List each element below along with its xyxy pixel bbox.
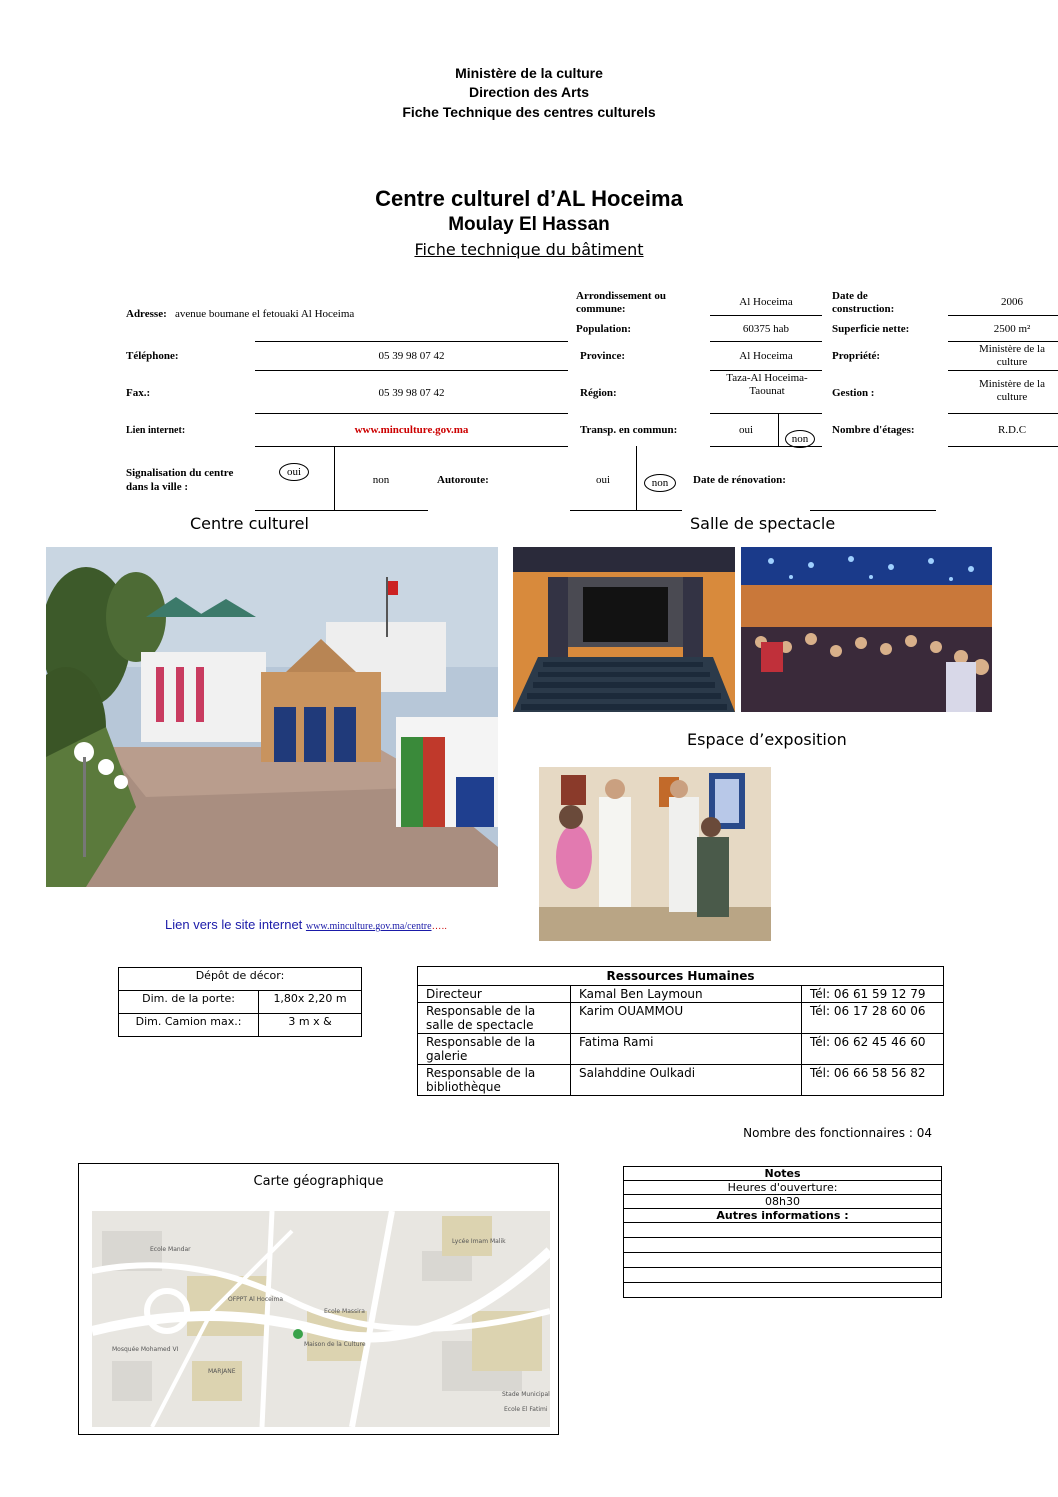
exposition-photo (539, 767, 771, 941)
province-label: Province: (580, 350, 626, 362)
transp-oui: oui (738, 424, 754, 436)
ressources-humaines-table (417, 966, 944, 1096)
arrondissement-label: Arrondissement ou commune: (576, 290, 666, 315)
transp-label: Transp. en commun: (580, 424, 678, 436)
map-label: Mosquée Mohamed VI (112, 1346, 179, 1353)
heures-label: Heures d'ouverture: (624, 1181, 942, 1195)
notes-blank-row (624, 1283, 942, 1298)
rh-name: Kamal Ben Laymoun (571, 986, 802, 1003)
depot-row-label: Dim. Camion max.: (119, 1014, 259, 1037)
lien-value[interactable]: www.minculture.gov.ma (354, 424, 469, 436)
website-link-suffix: ….. (431, 921, 448, 932)
depot-title: Dépôt de décor: (119, 968, 362, 991)
map-label: Stade Municipal (502, 1391, 550, 1398)
map-image[interactable] (92, 1211, 550, 1427)
rh-tel: Tél: 06 66 58 56 82 (802, 1065, 944, 1096)
page-title: Centre culturel d’AL Hoceima (375, 186, 683, 211)
fax-label: Fax.: (126, 387, 151, 399)
notes-blank-row (624, 1223, 942, 1238)
website-link-label: Lien vers le site internet (165, 917, 303, 932)
population-value: 60375 hab (742, 323, 790, 335)
centre-building-photo (46, 547, 498, 887)
map-label: Ecole Mandar (150, 1246, 191, 1253)
notes-blank-row (624, 1253, 942, 1268)
rh-tel: Tél: 06 62 45 46 60 (802, 1034, 944, 1065)
map-label: Maison de la Culture (304, 1341, 366, 1348)
rh-name: Fatima Rami (571, 1034, 802, 1065)
fonctionnaires-count: Nombre des fonctionnaires : 04 (743, 1126, 932, 1140)
population-label: Population: (576, 323, 632, 335)
map-label: Lycée Imam Malik (452, 1238, 506, 1245)
depot-row-value: 3 m x & (259, 1014, 362, 1037)
map-label: Ecole Massira (324, 1308, 365, 1315)
depot-row (119, 1014, 362, 1037)
fax-value: 05 39 98 07 42 (378, 387, 445, 399)
rh-role: Responsable de la galerie (418, 1034, 571, 1065)
date-construction-label: Date de construction: (832, 290, 895, 315)
depot-row-value: 1,80x 2,20 m (259, 991, 362, 1014)
rh-row (418, 1065, 944, 1096)
arrondissement-value: Al Hoceima (739, 296, 793, 308)
region-value: Taza-Al Hoceima-Taounat (726, 372, 808, 397)
map-title: Carte géographique (253, 1174, 384, 1189)
map-label: Ecole El Fatimi (504, 1406, 548, 1413)
rh-role: Responsable de la bibliothèque (418, 1065, 571, 1096)
date-construction-value: 2006 (1001, 296, 1023, 308)
telephone-label: Téléphone: (126, 350, 179, 362)
autoroute-non: non (644, 474, 676, 492)
province-value: Al Hoceima (739, 350, 793, 362)
rh-name: Salahddine Oulkadi (571, 1065, 802, 1096)
section-heading: Fiche technique du bâtiment (414, 240, 644, 259)
depot-row-label: Dim. de la porte: (119, 991, 259, 1014)
autoroute-oui: oui (595, 474, 611, 486)
salle-photo-audience (741, 547, 992, 712)
signal-oui: oui (279, 463, 309, 481)
autoroute-label: Autoroute: (437, 474, 489, 486)
rh-row (418, 986, 944, 1003)
signal-label: Signalisation du centre dans la ville : (126, 467, 234, 493)
telephone-value: 05 39 98 07 42 (378, 350, 445, 362)
adresse-label: Adresse: (126, 308, 167, 320)
website-link-line (165, 917, 447, 932)
rh-tel: Tél: 06 61 59 12 79 (802, 986, 944, 1003)
heures-value: 08h30 (624, 1195, 942, 1209)
notes-blank-row (624, 1238, 942, 1253)
map-label: OFPPT Al Hoceima (228, 1296, 284, 1303)
etages-value: R.D.C (997, 424, 1027, 436)
lien-label: Lien internet: (126, 425, 186, 436)
salle-photo-stage (513, 547, 735, 712)
notes-title: Notes (624, 1167, 942, 1181)
renovation-label: Date de rénovation: (693, 474, 786, 486)
superficie-label: Superficie nette: (832, 323, 910, 335)
doc-type-line: Fiche Technique des centres culturels (402, 104, 656, 120)
superficie-value: 2500 m² (993, 323, 1031, 335)
gestion-label: Gestion : (832, 387, 875, 399)
website-link-url[interactable]: www.minculture.gov.ma/centre (305, 921, 432, 932)
rh-name: Karim OUAMMOU (571, 1003, 802, 1034)
etages-label: Nombre d'étages: (832, 424, 915, 436)
autres-label: Autres informations : (624, 1209, 942, 1223)
map-box (78, 1163, 559, 1435)
rh-role: Directeur (418, 986, 571, 1003)
transp-non: non (785, 430, 815, 448)
direction-line: Direction des Arts (468, 84, 590, 100)
depot-decor-table (118, 967, 362, 1037)
salle-spectacle-heading: Salle de spectacle (690, 514, 836, 533)
adresse-value: avenue boumane el fetouaki Al Hoceima (175, 308, 355, 320)
rh-title: Ressources Humaines (418, 967, 944, 986)
gestion-value: Ministère de la culture (979, 378, 1045, 403)
ministry-line: Ministère de la culture (455, 65, 603, 81)
region-label: Région: (580, 387, 617, 399)
espace-exposition-heading: Espace d’exposition (687, 730, 847, 749)
map-label: MARJANE (208, 1368, 236, 1375)
notes-blank-row (624, 1268, 942, 1283)
signal-non: non (372, 474, 390, 486)
page-subtitle: Moulay El Hassan (448, 214, 610, 235)
rh-row (418, 1003, 944, 1034)
rh-row (418, 1034, 944, 1065)
rh-tel: Tél: 06 17 28 60 06 (802, 1003, 944, 1034)
propriete-label: Propriété: (832, 350, 881, 362)
depot-row (119, 991, 362, 1014)
propriete-value: Ministère de la culture (979, 343, 1045, 368)
rh-role: Responsable de la salle de spectacle (418, 1003, 571, 1034)
notes-table (623, 1166, 942, 1298)
centre-culturel-heading: Centre culturel (190, 514, 309, 533)
